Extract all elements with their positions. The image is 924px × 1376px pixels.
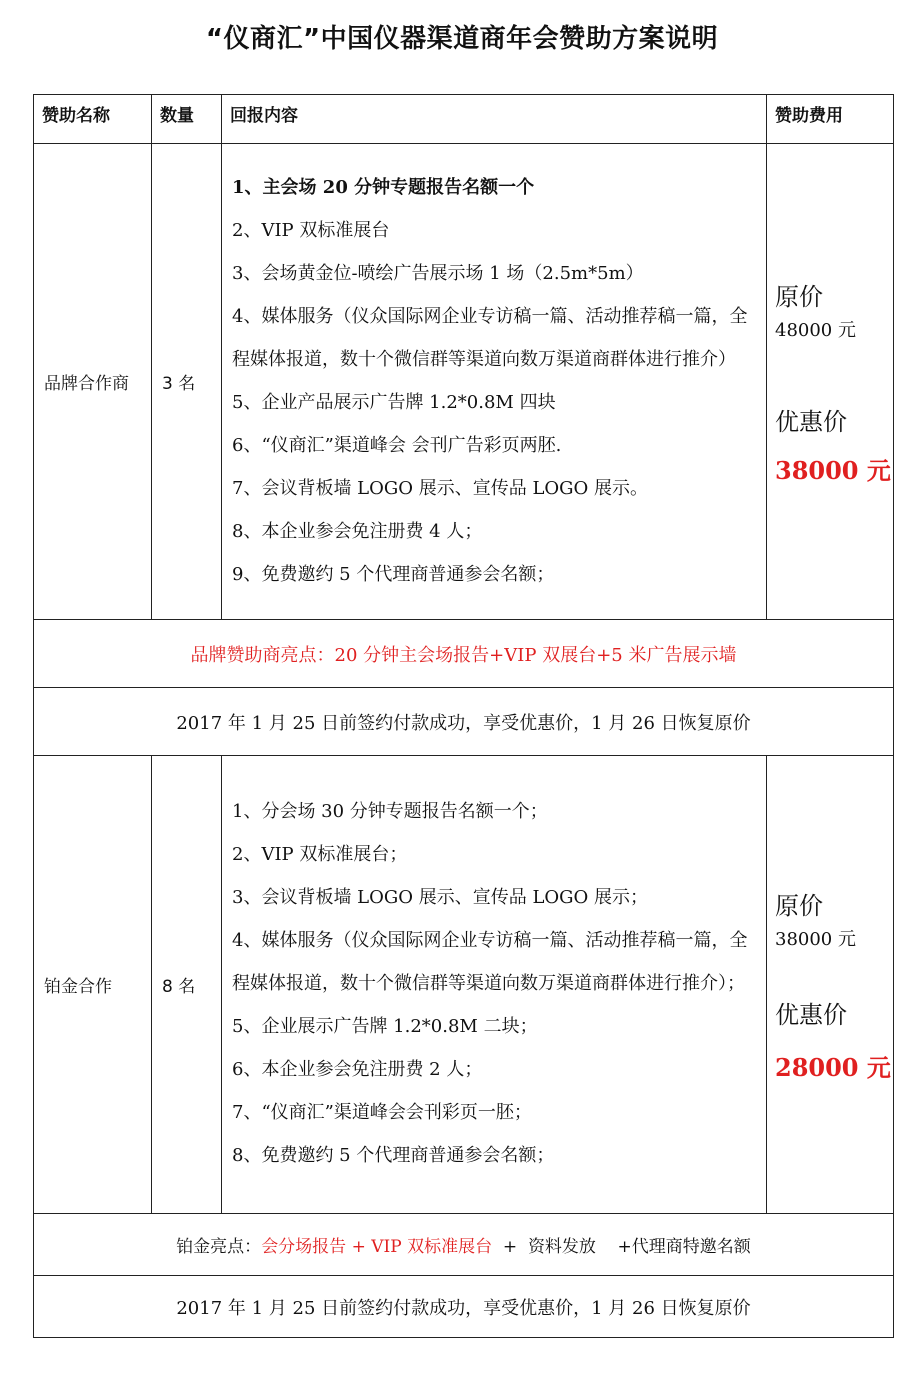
tier1-fee — [767, 144, 894, 620]
sponsorship-table — [33, 94, 894, 1338]
discount-price-label: 优惠价 — [775, 408, 847, 436]
list-item: 8、免费邀约 5 个代理商普通参会名额； — [232, 1145, 555, 1166]
table-header-row — [34, 95, 894, 144]
tier2-highlight-red: 会分场报告 + VIP 双标准展台 — [261, 1237, 493, 1257]
tier2-note: 2017 年 1 月 25 日前签约付款成功，享受优惠价，1 月 26 日恢复原价 — [34, 1276, 894, 1338]
tier1-name: 品牌合作商 — [34, 144, 152, 620]
tier2-highlight-rest: + 资料发放 +代理商特邀名额 — [492, 1237, 751, 1257]
header-name: 赞助名称 — [34, 95, 152, 144]
tier1-highlight-row — [34, 620, 894, 688]
original-price: 38000 元 — [775, 929, 856, 950]
list-item: 3、会场黄金位-喷绘广告展示场 1 场（2.5m*5m） — [232, 262, 644, 284]
list-item: 9、免费邀约 5 个代理商普通参会名额； — [232, 563, 555, 585]
list-item: 7、“仪商汇”渠道峰会会刊彩页一胚； — [232, 1102, 532, 1123]
list-item: 6、本企业参会免注册费 2 人； — [232, 1059, 483, 1080]
tier2-row — [34, 756, 894, 1214]
header-content: 回报内容 — [222, 95, 767, 144]
header-qty: 数量 — [152, 95, 222, 144]
original-price: 48000 元 — [775, 320, 856, 341]
list-item: 4、媒体服务（仪众国际网企业专访稿一篇、活动推荐稿一篇，全程媒体报道，数十个微信群等渠道向数万渠道商群体进行推介）； — [232, 930, 748, 994]
tier1-qty: 3 名 — [152, 144, 222, 620]
discount-price: 38000 元 — [775, 456, 891, 485]
list-item: 1、主会场 20 分钟专题报告名额一个 — [232, 176, 535, 198]
tier1-highlight: 品牌赞助商亮点：20 分钟主会场报告+VIP 双展台+5 米广告展示墙 — [34, 620, 894, 688]
list-item: 5、企业产品展示广告牌 1.2*0.8M 四块 — [232, 391, 556, 413]
list-item: 8、本企业参会免注册费 4 人； — [232, 520, 483, 542]
discount-price-label: 优惠价 — [775, 1001, 847, 1029]
tier1-note-row — [34, 688, 894, 756]
original-price-label: 原价 — [775, 892, 823, 920]
tier1-items — [222, 144, 767, 620]
list-item: 3、会议背板墙 LOGO 展示、宣传品 LOGO 展示； — [232, 887, 649, 908]
tier2-qty: 8 名 — [152, 756, 222, 1214]
list-item: 5、企业展示广告牌 1.2*0.8M 二块； — [232, 1016, 538, 1037]
list-item: 2、VIP 双标准展台； — [232, 844, 408, 865]
tier1-note: 2017 年 1 月 25 日前签约付款成功，享受优惠价，1 月 26 日恢复原价 — [34, 688, 894, 756]
tier2-highlight — [34, 1214, 894, 1276]
original-price-label: 原价 — [775, 283, 823, 311]
tier2-note-row — [34, 1276, 894, 1338]
tier2-name: 铂金合作 — [34, 756, 152, 1214]
header-fee: 赞助费用 — [767, 95, 894, 144]
tier2-highlight-prefix: 铂金亮点： — [176, 1237, 262, 1257]
list-item: 1、分会场 30 分钟专题报告名额一个； — [232, 801, 548, 822]
tier1-row — [34, 144, 894, 620]
tier2-items — [222, 756, 767, 1214]
list-item: 2、VIP 双标准展台 — [232, 219, 390, 241]
discount-price: 28000 元 — [775, 1053, 891, 1082]
list-item: 4、媒体服务（仪众国际网企业专访稿一篇、活动推荐稿一篇，全程媒体报道，数十个微信群等渠道向数万渠道商群体进行推介） — [232, 305, 748, 370]
list-item: 7、会议背板墙 LOGO 展示、宣传品 LOGO 展示。 — [232, 477, 649, 499]
document-title: “仪商汇”中国仪器渠道商年会赞助方案说明 — [205, 24, 719, 54]
tier2-highlight-row — [34, 1214, 894, 1276]
list-item: 6、“仪商汇”渠道峰会 会刊广告彩页两胚. — [232, 434, 562, 456]
tier2-fee — [767, 756, 894, 1214]
